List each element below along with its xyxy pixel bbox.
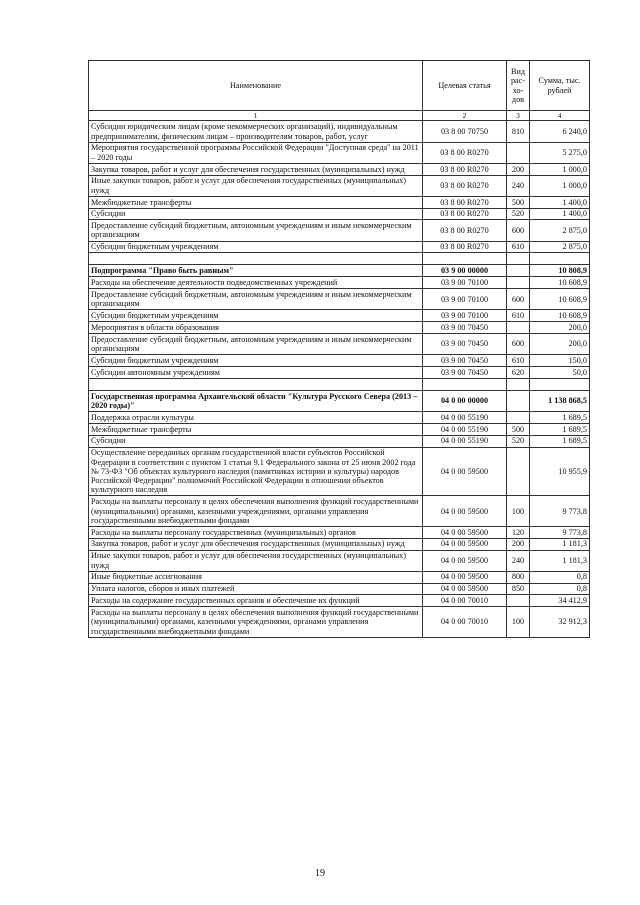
row-code: 03 8 00 R0270 <box>423 208 507 220</box>
row-sum: 1 400,0 <box>530 196 590 208</box>
row-code: 04 0 00 55190 <box>423 435 507 447</box>
table-row <box>89 435 590 447</box>
table-body <box>89 121 590 637</box>
table-row <box>89 241 590 253</box>
row-name: Межбюджетные трансферты <box>89 423 423 435</box>
row-vr <box>507 277 530 289</box>
row-code: 03 8 00 70750 <box>423 121 507 142</box>
row-vr: 520 <box>507 435 530 447</box>
row-sum: 9 773,8 <box>530 526 590 538</box>
row-sum: 10 608,9 <box>530 289 590 310</box>
row-sum: 1 181,3 <box>530 538 590 550</box>
table-row <box>89 175 590 196</box>
row-code: 04 0 00 59500 <box>423 526 507 538</box>
row-name: Субсидии бюджетным учреждениям <box>89 241 423 253</box>
table-row <box>89 121 590 142</box>
row-code: 03 8 00 R0270 <box>423 220 507 241</box>
row-name: Иные закупки товаров, работ и услуг для обеспечения государственных (муниципальных) нужд <box>89 175 423 196</box>
row-code: 04 0 00 00000 <box>423 390 507 411</box>
row-code: 03 8 00 R0270 <box>423 163 507 175</box>
row-vr <box>507 447 530 496</box>
table-row <box>89 355 590 367</box>
row-vr <box>507 595 530 607</box>
row-code: 04 0 00 59500 <box>423 583 507 595</box>
table-row <box>89 289 590 310</box>
row-code: 03 9 00 70100 <box>423 289 507 310</box>
row-sum: 150,0 <box>530 355 590 367</box>
row-vr: 600 <box>507 333 530 354</box>
spacer-cell <box>89 253 423 265</box>
row-sum: 2 875,0 <box>530 220 590 241</box>
row-name: Субсидии юридическим лицам (кроме некоммерческих организаций), индивидуальным предпринимателям, физическим лицам – производителям товаров, работ, услуг <box>89 121 423 142</box>
row-vr: 240 <box>507 175 530 196</box>
row-name: Субсидии бюджетным учреждениям <box>89 310 423 322</box>
row-code: 04 0 00 70010 <box>423 607 507 637</box>
spacer-cell <box>423 378 507 390</box>
spacer-row <box>89 253 590 265</box>
row-name: Межбюджетные трансферты <box>89 196 423 208</box>
row-sum: 50,0 <box>530 366 590 378</box>
row-code: 03 8 00 R0270 <box>423 196 507 208</box>
spacer-cell <box>530 378 590 390</box>
row-name: Предоставление субсидий бюджетным, автономным учреждениям и иным некоммерческим организациям <box>89 220 423 241</box>
row-code: 03 8 00 R0270 <box>423 175 507 196</box>
table-row <box>89 607 590 637</box>
column-number: 3 <box>507 111 530 121</box>
row-code: 04 0 00 59500 <box>423 571 507 583</box>
row-code: 04 0 00 55190 <box>423 411 507 423</box>
row-vr: 800 <box>507 571 530 583</box>
row-code: 04 0 00 55190 <box>423 423 507 435</box>
row-name: Мероприятия государственной программы Российской Федерации "Доступная среда" на 2011 – 2020 годы <box>89 142 423 163</box>
row-vr: 620 <box>507 366 530 378</box>
row-sum: 0,8 <box>530 571 590 583</box>
row-code: 03 9 00 70450 <box>423 366 507 378</box>
row-vr: 850 <box>507 583 530 595</box>
row-name: Государственная программа Архангельской области "Культура Русского Севера (2013 – 2020 годы)" <box>89 390 423 411</box>
row-sum: 1 181,3 <box>530 550 590 571</box>
row-vr: 200 <box>507 163 530 175</box>
table-header-row <box>89 61 590 111</box>
header-name: Наименование <box>89 61 423 111</box>
table-row <box>89 423 590 435</box>
row-name: Расходы на выплаты персоналу государственных (муниципальных) органов <box>89 526 423 538</box>
table-row <box>89 411 590 423</box>
row-sum: 1 689,5 <box>530 411 590 423</box>
row-code: 04 0 00 59500 <box>423 496 507 526</box>
row-name: Субсидии автономным учреждениям <box>89 366 423 378</box>
row-name: Расходы на обеспечение деятельности подведомственных учреждений <box>89 277 423 289</box>
budget-table <box>88 60 590 638</box>
column-number: 2 <box>423 111 507 121</box>
table-row <box>89 333 590 354</box>
row-name: Иные бюджетные ассигнования <box>89 571 423 583</box>
row-name: Закупка товаров, работ и услуг для обеспечения государственных (муниципальных) нужд <box>89 163 423 175</box>
row-sum: 1 400,0 <box>530 208 590 220</box>
row-vr: 610 <box>507 310 530 322</box>
table-row <box>89 447 590 496</box>
table-row <box>89 220 590 241</box>
row-name: Иные закупки товаров, работ и услуг для обеспечения государственных (муниципальных) нужд <box>89 550 423 571</box>
table-row <box>89 310 590 322</box>
row-name: Субсидии <box>89 208 423 220</box>
row-vr: 610 <box>507 355 530 367</box>
header-code: Целевая статья <box>423 61 507 111</box>
spacer-row <box>89 378 590 390</box>
row-code: 04 0 00 70010 <box>423 595 507 607</box>
row-name: Уплата налогов, сборов и иных платежей <box>89 583 423 595</box>
row-name: Субсидии бюджетным учреждениям <box>89 355 423 367</box>
row-sum: 200,0 <box>530 333 590 354</box>
table-row <box>89 571 590 583</box>
row-vr: 520 <box>507 208 530 220</box>
row-code: 03 9 00 70450 <box>423 355 507 367</box>
page-number: 19 <box>315 868 325 879</box>
row-sum: 32 912,3 <box>530 607 590 637</box>
row-name: Предоставление субсидий бюджетным, автономным учреждениям и иным некоммерческим организациям <box>89 333 423 354</box>
row-vr <box>507 142 530 163</box>
column-number: 4 <box>530 111 590 121</box>
row-sum: 1 689,5 <box>530 423 590 435</box>
table-row <box>89 550 590 571</box>
row-name: Закупка товаров, работ и услуг для обеспечения государственных (муниципальных) нужд <box>89 538 423 550</box>
table-row <box>89 526 590 538</box>
row-sum: 10 955,9 <box>530 447 590 496</box>
table-row <box>89 265 590 277</box>
row-sum: 1 689,5 <box>530 435 590 447</box>
row-code: 04 0 00 59500 <box>423 447 507 496</box>
row-name: Субсидии <box>89 435 423 447</box>
row-vr: 810 <box>507 121 530 142</box>
row-code: 03 9 00 00000 <box>423 265 507 277</box>
row-vr: 500 <box>507 196 530 208</box>
row-sum: 1 000,0 <box>530 175 590 196</box>
row-sum: 5 275,0 <box>530 142 590 163</box>
spacer-cell <box>507 378 530 390</box>
row-name: Расходы на содержание государственных органов и обеспечение их функций <box>89 595 423 607</box>
table-row <box>89 390 590 411</box>
spacer-cell <box>530 253 590 265</box>
spacer-cell <box>423 253 507 265</box>
row-sum: 0,8 <box>530 583 590 595</box>
row-code: 03 8 00 R0270 <box>423 142 507 163</box>
row-vr <box>507 411 530 423</box>
row-name: Расходы на выплаты персоналу в целях обеспечения выполнения функций государственными (муниципальными) органами, казенными учреждениями, органами управления государственными внебюджетными фондами <box>89 607 423 637</box>
row-sum: 10 608,9 <box>530 310 590 322</box>
table-row <box>89 496 590 526</box>
spacer-cell <box>507 253 530 265</box>
row-name: Осуществление переданных органам государственной власти субъектов Российской Федерации в соответствии с пунктом 1 статьи 9.1 Федерального закона от 25 июня 2002 года № 73-ФЗ "Об объектах культурного наследия (памятниках истории и культуры) народов Российской Федерации" полномочий Российской Федерации в отношении объектов культурного наследия <box>89 447 423 496</box>
row-name: Расходы на выплаты персоналу в целях обеспечения выполнения функций государственными (муниципальными) органами, казенными учреждениями, органами управления государственными внебюджетными фондами <box>89 496 423 526</box>
table-row <box>89 583 590 595</box>
row-name: Подпрограмма "Право быть равным" <box>89 265 423 277</box>
row-code: 04 0 00 59500 <box>423 538 507 550</box>
row-sum: 200,0 <box>530 322 590 334</box>
row-sum: 2 875,0 <box>530 241 590 253</box>
row-sum: 1 138 868,5 <box>530 390 590 411</box>
row-vr: 600 <box>507 220 530 241</box>
row-sum: 10 808,9 <box>530 265 590 277</box>
column-number: 1 <box>89 111 423 121</box>
row-sum: 34 412,9 <box>530 595 590 607</box>
row-code: 04 0 00 59500 <box>423 550 507 571</box>
row-vr: 240 <box>507 550 530 571</box>
row-sum: 9 773,8 <box>530 496 590 526</box>
row-vr <box>507 322 530 334</box>
row-vr: 100 <box>507 496 530 526</box>
row-vr: 120 <box>507 526 530 538</box>
row-name: Мероприятия в области образования <box>89 322 423 334</box>
header-sum: Сумма, тыс. рублей <box>530 61 590 111</box>
row-code: 03 8 00 R0270 <box>423 241 507 253</box>
column-number-row <box>89 111 590 121</box>
table-row <box>89 538 590 550</box>
row-sum: 1 000,0 <box>530 163 590 175</box>
row-code: 03 9 00 70100 <box>423 310 507 322</box>
row-code: 03 9 00 70100 <box>423 277 507 289</box>
table-row <box>89 142 590 163</box>
header-vr: Вид рас-хо-дов <box>507 61 530 111</box>
row-vr: 610 <box>507 241 530 253</box>
row-sum: 10 608,9 <box>530 277 590 289</box>
row-vr: 100 <box>507 607 530 637</box>
row-vr <box>507 265 530 277</box>
row-vr <box>507 390 530 411</box>
table-row <box>89 196 590 208</box>
row-vr: 600 <box>507 289 530 310</box>
table-row <box>89 163 590 175</box>
table-row <box>89 595 590 607</box>
row-code: 03 9 00 70450 <box>423 333 507 354</box>
table-row <box>89 277 590 289</box>
table-row <box>89 208 590 220</box>
row-name: Поддержка отрасли культуры <box>89 411 423 423</box>
table-row <box>89 322 590 334</box>
row-sum: 6 240,0 <box>530 121 590 142</box>
row-code: 03 9 00 70450 <box>423 322 507 334</box>
row-vr: 500 <box>507 423 530 435</box>
table-row <box>89 366 590 378</box>
row-vr: 200 <box>507 538 530 550</box>
row-name: Предоставление субсидий бюджетным, автономным учреждениям и иным некоммерческим организациям <box>89 289 423 310</box>
spacer-cell <box>89 378 423 390</box>
